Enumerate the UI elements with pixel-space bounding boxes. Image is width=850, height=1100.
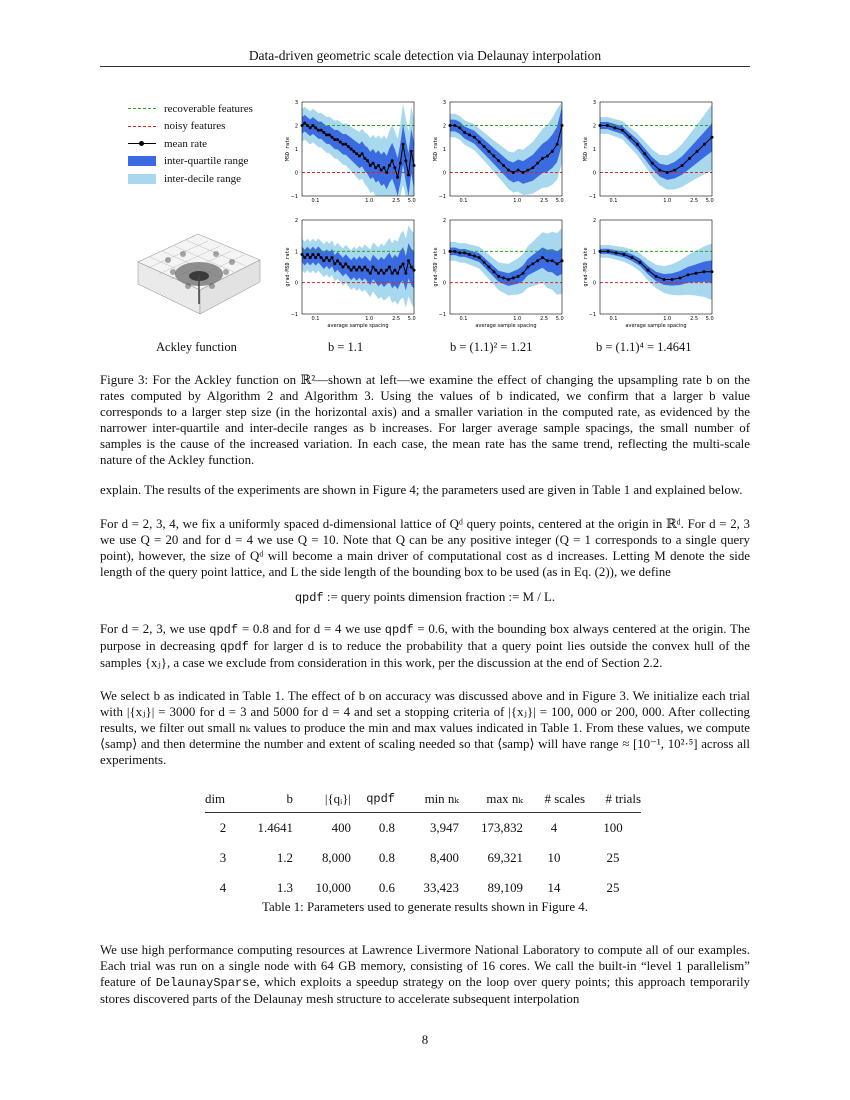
y-tick-label: 2 <box>592 123 596 130</box>
mean-rate-point <box>407 259 410 262</box>
mean-rate-point <box>473 255 476 258</box>
y-tick-label: 1 <box>592 249 596 256</box>
mean-rate-point <box>369 272 372 275</box>
y-tick-label: 3 <box>592 100 596 106</box>
mean-rate-point <box>507 278 510 281</box>
mean-rate-point <box>556 262 559 265</box>
mean-rate-point <box>410 266 413 269</box>
mean-rate-point <box>314 126 317 129</box>
mean-rate-point <box>361 269 364 272</box>
y-tick-label: −1 <box>438 312 446 318</box>
y-tick-label: 2 <box>592 218 596 224</box>
x-tick-label: 0.1 <box>459 316 468 322</box>
mean-rate-point <box>358 266 361 269</box>
x-tick-label: 1.0 <box>365 316 374 322</box>
table-header-row <box>205 786 641 813</box>
mean-rate-point <box>347 145 350 148</box>
mean-rate-point <box>679 276 682 279</box>
y-tick-label: 1 <box>294 147 298 153</box>
mean-rate-point <box>536 259 539 262</box>
mean-rate-point <box>309 256 312 259</box>
mean-rate-point <box>478 140 481 143</box>
mean-rate-point <box>458 251 461 254</box>
eq-qpdf: qpdf <box>294 591 324 605</box>
mean-rate-point <box>341 143 344 146</box>
mean-rate-point <box>666 171 669 174</box>
y-tick-label: 1 <box>592 147 596 153</box>
x-tick-label: 5.0 <box>555 198 564 204</box>
parameters-table <box>205 786 641 903</box>
paragraph-1: explain. The results of the experiments are shown in Figure 4; the parameters used are given in Table 1 and explained below. <box>100 483 743 497</box>
mean-rate-point <box>341 266 344 269</box>
col-min: min nₖ <box>424 791 459 806</box>
mean-rate-point <box>551 150 554 153</box>
mean-rate-point <box>526 169 529 172</box>
mean-rate-point <box>636 143 639 146</box>
mean-rate-point <box>478 256 481 259</box>
x-tick-label: 1.0 <box>513 198 522 204</box>
y-tick-label: 0 <box>592 280 596 287</box>
mean-rate-point <box>703 270 706 273</box>
y-tick-label: 1 <box>442 147 446 153</box>
text-run: = 0.8 and for d = 4 we use <box>238 622 385 636</box>
x-tick-label: 5.0 <box>705 316 714 322</box>
mean-rate-point <box>393 166 396 169</box>
mean-rate-point <box>366 159 369 162</box>
mean-rate-point <box>483 145 486 148</box>
cell: 400 <box>331 820 351 835</box>
mean-rate-point <box>363 157 366 160</box>
mean-rate-point <box>396 272 399 275</box>
mean-rate-point <box>366 269 369 272</box>
mean-rate-point <box>374 269 377 272</box>
cell: 0.8 <box>378 820 395 835</box>
mean-rate-point <box>380 169 383 172</box>
text-run: We use high performance computing resources at Lawrence Livermore National Laboratory to compute all of our examples. Each trial was run on a single node with 64 GB memory, consisting of 16 cores. We call the built-in “level 1 parallelism” feature of <box>100 943 750 989</box>
line-marker-swatch <box>128 143 156 144</box>
y-tick-label: 2 <box>294 218 298 224</box>
mean-rate-point <box>317 253 320 256</box>
green-dash-swatch <box>128 108 156 109</box>
mean-rate-point <box>385 171 388 174</box>
mean-rate-point <box>517 275 520 278</box>
mean-rate-point <box>531 262 534 265</box>
code-qpdf: qpdf <box>220 640 249 654</box>
col-trials: # trials <box>605 791 641 806</box>
mean-rate-point <box>497 159 500 162</box>
y-tick-label: −1 <box>588 194 596 200</box>
mean-rate-point <box>339 262 342 265</box>
legend-label: inter-decile range <box>164 172 242 185</box>
mean-rate-point <box>402 143 405 146</box>
chart-b1-21-msd <box>428 98 568 210</box>
cell: 0.8 <box>378 850 395 865</box>
y-tick-label: 0 <box>442 170 446 177</box>
col-max: max nₖ <box>486 791 523 806</box>
x-tick-label: 5.0 <box>407 316 416 322</box>
mean-rate-point <box>606 124 609 127</box>
mean-rate-point <box>615 251 618 254</box>
mean-rate-point <box>631 256 634 259</box>
mean-rate-point <box>382 166 385 169</box>
chart-b1-1-msd <box>280 98 420 210</box>
table-row <box>205 873 641 903</box>
mean-rate-point <box>663 278 666 281</box>
subcaption-b2: b = (1.1)² = 1.21 <box>450 340 533 354</box>
legend-label: noisy features <box>164 120 226 133</box>
header-rule <box>100 66 750 67</box>
cell: 10,000 <box>315 880 351 895</box>
table-row <box>205 813 641 844</box>
y-tick-label: 2 <box>442 218 446 224</box>
running-header: Data-driven geometric scale detection via Delaunay interpolation <box>248 48 602 63</box>
eq-rhs: := query points dimension fraction := M / L. <box>323 590 556 604</box>
mean-rate-point <box>352 150 355 153</box>
paragraph-3 <box>100 621 750 671</box>
mean-rate-point <box>671 278 674 281</box>
chart-b1-1-grad-msd <box>280 216 420 336</box>
mean-rate-point <box>512 171 515 174</box>
mean-rate-point <box>309 126 312 129</box>
mean-rate-point <box>658 169 661 172</box>
cell: 100 <box>603 820 623 835</box>
table-row <box>205 843 641 873</box>
cell: 3 <box>219 850 227 865</box>
mean-rate-point <box>628 136 631 139</box>
mean-rate-point <box>303 122 306 125</box>
y-tick-label: 0 <box>294 170 298 177</box>
mean-rate-point <box>651 162 654 165</box>
x-axis-label: average sample spacing <box>327 323 389 329</box>
mean-rate-point <box>696 150 699 153</box>
mean-rate-point <box>377 164 380 167</box>
mean-rate-point <box>526 266 529 269</box>
mean-rate-point <box>497 275 500 278</box>
mean-rate-point <box>399 162 402 165</box>
code-qpdf: qpdf <box>209 623 239 637</box>
y-axis-label: grad-MSD rate <box>285 247 291 287</box>
mean-rate-point <box>688 157 691 160</box>
x-axis-label: average sample spacing <box>625 323 687 329</box>
legend-label: recoverable features <box>164 102 253 115</box>
y-axis-label: grad-MSD rate <box>583 247 589 287</box>
mean-rate-point <box>377 272 380 275</box>
x-axis-label: average sample spacing <box>475 323 537 329</box>
mean-rate-point <box>453 250 456 253</box>
mean-rate-point <box>380 269 383 272</box>
mean-rate-point <box>388 164 391 167</box>
mean-rate-point <box>473 136 476 139</box>
mean-rate-point <box>336 259 339 262</box>
mean-rate-point <box>556 143 559 146</box>
mean-rate-point <box>546 259 549 262</box>
mean-rate-point <box>391 159 394 162</box>
y-tick-label: 3 <box>294 100 298 106</box>
cell: 4 <box>550 820 558 835</box>
paragraph-4: We select b as indicated in Table 1. The effect of b on accuracy was discussed above and in Figure 3. We initialize each trial with |{xⱼ}| = 3000 for d = 3 and 5000 for d = 4 and set a stopping criteria of |{xⱼ}| = 100, 000 or 200, 000. After collecting results, we filter out small nₖ values to produce the min and max values indicated in Table 1. From these values, we compute ⟨samp⟩ and then determine the number and extent of scaling needed so that ⟨samp⟩ will have range ≈ [10⁻¹, 10²·⁵] across all experiments. <box>100 689 750 767</box>
qpdf-equation <box>0 590 850 605</box>
mean-rate-point <box>681 164 684 167</box>
cell: 14 <box>547 880 561 895</box>
mean-rate-point <box>703 143 706 146</box>
mean-rate-point <box>331 136 334 139</box>
y-tick-label: 1 <box>294 249 298 256</box>
legend-label: mean rate <box>164 137 208 150</box>
ackley-surface-plot <box>128 212 268 322</box>
mean-rate-point <box>303 256 306 259</box>
legend-item-noisy <box>128 118 253 136</box>
col-b: b <box>286 791 293 806</box>
mean-rate-point <box>328 133 331 136</box>
y-tick-label: −1 <box>438 194 446 200</box>
x-tick-label: 0.1 <box>609 198 618 204</box>
mean-rate-point <box>311 253 314 256</box>
y-tick-label: 2 <box>442 123 446 130</box>
y-tick-label: 0 <box>294 280 298 287</box>
mean-rate-point <box>402 262 405 265</box>
mean-rate-point <box>647 269 650 272</box>
col-qpdf: qpdf <box>366 792 395 806</box>
mean-rate-point <box>347 266 350 269</box>
mean-rate-point <box>388 266 391 269</box>
y-tick-label: 2 <box>294 123 298 130</box>
blue-box-swatch <box>128 156 156 166</box>
mean-rate-point <box>655 275 658 278</box>
mean-rate-point <box>410 150 413 153</box>
mean-rate-point <box>317 129 320 132</box>
x-tick-label: 2.5 <box>540 198 549 204</box>
legend-item-mean <box>128 135 253 153</box>
mean-rate-point <box>311 124 314 127</box>
mean-rate-point <box>687 273 690 276</box>
mean-rate-point <box>363 266 366 269</box>
mean-rate-point <box>607 250 610 253</box>
x-tick-label: 2.5 <box>690 198 699 204</box>
mean-rate-point <box>483 261 486 264</box>
legend-label: inter-quartile range <box>164 155 249 168</box>
mean-rate-point <box>407 173 410 176</box>
mean-rate-point <box>463 251 466 254</box>
y-axis-label: MSD rate <box>433 136 439 162</box>
mean-rate-point <box>350 148 353 151</box>
mean-rate-point <box>358 155 361 158</box>
mean-rate-point <box>468 253 471 256</box>
mean-rate-point <box>512 276 515 279</box>
mean-rate-point <box>396 176 399 179</box>
mean-rate-point <box>453 124 456 127</box>
col-dim: dim <box>205 791 226 806</box>
mean-rate-point <box>322 259 325 262</box>
code-delaunaysparse: DelaunaySparse <box>155 976 257 990</box>
cell: 69,321 <box>487 850 523 865</box>
mean-rate-point <box>507 169 510 172</box>
subcaption-b3: b = (1.1)⁴ = 1.4641 <box>596 340 692 354</box>
table-caption: Table 1: Parameters used to generate results shown in Figure 4. <box>262 900 588 914</box>
mean-rate-point <box>355 152 358 155</box>
mean-rate-point <box>399 266 402 269</box>
mean-rate-point <box>333 262 336 265</box>
cell: 10 <box>547 850 561 865</box>
mean-rate-point <box>522 272 525 275</box>
mean-rate-point <box>541 256 544 259</box>
mean-rate-point <box>621 129 624 132</box>
x-tick-label: 0.1 <box>459 198 468 204</box>
y-axis-label: MSD rate <box>285 136 291 162</box>
mean-rate-point <box>325 133 328 136</box>
mean-rate-point <box>314 256 317 259</box>
y-tick-label: 3 <box>442 100 446 106</box>
cell: 25 <box>606 850 620 865</box>
mean-rate-point <box>673 169 676 172</box>
mean-rate-point <box>536 162 539 165</box>
mean-rate-point <box>502 164 505 167</box>
page-number: 8 <box>421 1033 429 1047</box>
cell: 8,400 <box>429 850 459 865</box>
mean-rate-point <box>393 269 396 272</box>
mean-rate-point <box>541 157 544 160</box>
y-axis-label: MSD rate <box>583 136 589 162</box>
mean-rate-point <box>487 266 490 269</box>
mean-rate-point <box>325 256 328 259</box>
mean-rate-point <box>306 253 309 256</box>
text-run: = 0.6, with the bounding box always centered at the origin. The purpose in decreasing <box>100 622 750 653</box>
chart-b1-21-grad-msd <box>428 216 568 336</box>
col-scales: # scales <box>544 791 585 806</box>
x-tick-label: 0.1 <box>311 316 320 322</box>
y-axis-label: grad-MSD rate <box>433 247 439 287</box>
mean-rate-point <box>374 166 377 169</box>
mean-rate-point <box>522 171 525 174</box>
mean-rate-point <box>372 162 375 165</box>
cell: 3,947 <box>429 820 459 835</box>
mean-rate-point <box>468 133 471 136</box>
x-tick-label: 2.5 <box>690 316 699 322</box>
x-tick-label: 5.0 <box>407 198 416 204</box>
col-q: |{qᵢ}| <box>324 791 351 806</box>
subcaption-b1: b = 1.1 <box>328 340 364 354</box>
mean-rate-point <box>339 140 342 143</box>
x-tick-label: 0.1 <box>609 316 618 322</box>
y-tick-label: 0 <box>442 280 446 287</box>
x-tick-label: 1.0 <box>513 316 522 322</box>
y-tick-label: −1 <box>290 194 298 200</box>
cell: 173,832 <box>481 820 523 835</box>
x-tick-label: 5.0 <box>705 198 714 204</box>
legend-item-iqr <box>128 153 253 171</box>
mean-rate-point <box>344 262 347 265</box>
mean-rate-point <box>643 152 646 155</box>
mean-rate-point <box>492 155 495 158</box>
subcaption-ackley: Ackley function <box>156 340 237 354</box>
chart-b1-4641-grad-msd <box>578 216 718 336</box>
mean-rate-point <box>306 124 309 127</box>
mean-rate-point <box>404 159 407 162</box>
cell: 4 <box>219 880 227 895</box>
cell: 1.4641 <box>257 820 293 835</box>
text-run: for larger d is to reduce the probability that a query point lies outside the convex hull of the samples {xⱼ}, a case we exclude from consideration in this work, per the discussion at the end of Section 2.2. <box>100 639 750 670</box>
mean-rate-point <box>502 276 505 279</box>
red-dash-swatch <box>128 126 156 127</box>
mean-rate-point <box>531 166 534 169</box>
mean-rate-point <box>328 259 331 262</box>
paragraph-2: For d = 2, 3, 4, we fix a uniformly spaced d-dimensional lattice of Qᵈ query points, centered at the origin in ℝᵈ. For d = 2, 3 we use Q = 20 and for d = 4 we use Q = 10. Note that Q can be any positive integer (Q = 1 corresponds to a single query point), however, the size of Qᵈ will become a main driver of computational cost as d increases. Letting M denote the side length of the query point lattice, and L the side length of the bounding box to be used (as in Eq. (2)), we define <box>100 517 750 579</box>
x-tick-label: 2.5 <box>392 316 401 322</box>
mean-rate-point <box>344 143 347 146</box>
chart-b1-4641-msd <box>578 98 718 210</box>
cell: 0.6 <box>378 880 395 895</box>
mean-rate-point <box>551 259 554 262</box>
x-tick-label: 1.0 <box>365 198 374 204</box>
legend-item-recoverable <box>128 100 253 118</box>
mean-rate-point <box>546 155 549 158</box>
cell: 89,109 <box>487 880 523 895</box>
mean-rate-point <box>385 269 388 272</box>
cell: 8,000 <box>321 850 351 865</box>
mean-rate-point <box>487 150 490 153</box>
cell: 1.2 <box>276 850 293 865</box>
mean-rate-point <box>517 169 520 172</box>
mean-rate-point <box>333 138 336 141</box>
mean-rate-point <box>695 272 698 275</box>
x-tick-label: 2.5 <box>392 198 401 204</box>
text-run: , which exploits a speedup strategy on the loop over query points; this approach temporarily stores discovered parts of the Delaunay mesh structure to accelerate subsequent interpolation <box>100 975 750 1006</box>
mean-rate-point <box>404 272 407 275</box>
mean-rate-point <box>336 138 339 141</box>
y-tick-label: 0 <box>592 170 596 177</box>
mean-rate-point <box>458 126 461 129</box>
mean-rate-point <box>350 269 353 272</box>
mean-rate-point <box>391 272 394 275</box>
mean-rate-point <box>623 253 626 256</box>
mean-rate-point <box>613 126 616 129</box>
x-tick-label: 5.0 <box>555 316 564 322</box>
mean-rate-point <box>355 269 358 272</box>
y-tick-label: −1 <box>588 312 596 318</box>
mean-rate-point <box>322 131 325 134</box>
cell: 33,423 <box>423 880 459 895</box>
legend-item-idr <box>128 170 253 188</box>
mean-rate-point <box>320 256 323 259</box>
mean-rate-point <box>372 266 375 269</box>
mean-rate-point <box>492 270 495 273</box>
figure-caption: Figure 3: For the Ackley function on ℝ²—shown at left—we examine the effect of changing the upsampling rate b on the rates computed by Algorithm 2 and Algorithm 3. Using the values of b indicated, we confirm that a larger b value corresponds to a larger step size (in the horizontal axis) and a smaller variation in the computed rate, as evidenced by the narrower inter-quartile and inter-decile ranges as b increases. For larger average sample spacings, the small number of samples is the cause of the increased variation. In each case, the mean rate has the same trend, reflecting the multi-scale nature of the Ackley function. <box>100 373 750 467</box>
lightblue-box-swatch <box>128 174 156 184</box>
figure-legend <box>128 100 253 188</box>
cell: 2 <box>219 820 227 835</box>
text-run: For d = 2, 3, we use <box>100 622 210 636</box>
cell: 1.3 <box>276 880 293 895</box>
paragraph-5 <box>100 942 750 1007</box>
mean-rate-point <box>463 131 466 134</box>
y-tick-label: 1 <box>442 249 446 256</box>
mean-rate-point <box>639 261 642 264</box>
x-tick-label: 0.1 <box>311 198 320 204</box>
mean-rate-point <box>382 272 385 275</box>
x-tick-label: 2.5 <box>540 316 549 322</box>
mean-rate-point <box>361 152 364 155</box>
code-qpdf: qpdf <box>384 623 414 637</box>
x-tick-label: 1.0 <box>663 198 672 204</box>
mean-rate-point <box>369 164 372 167</box>
mean-rate-point <box>352 266 355 269</box>
y-tick-label: −1 <box>290 312 298 318</box>
cell: 25 <box>606 880 620 895</box>
mean-rate-point <box>331 256 334 259</box>
x-tick-label: 1.0 <box>663 316 672 322</box>
mean-rate-point <box>320 129 323 132</box>
